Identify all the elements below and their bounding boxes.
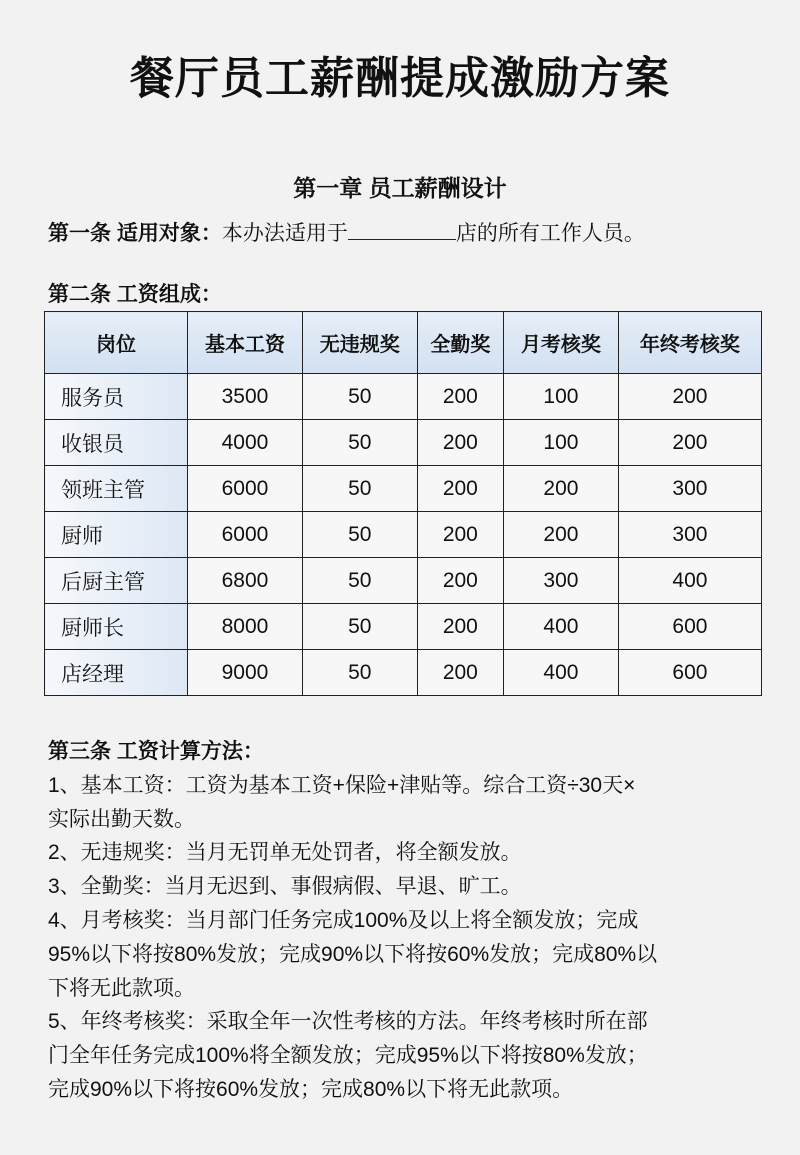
- salary-table: [44, 311, 762, 696]
- column-header: 全勤奖: [417, 312, 503, 374]
- amount-cell: 600: [618, 650, 761, 696]
- amount-cell: 300: [504, 558, 619, 604]
- amount-cell: 200: [417, 420, 503, 466]
- amount-cell: 200: [417, 650, 503, 696]
- table-row: [45, 558, 762, 604]
- amount-cell: 6800: [188, 558, 303, 604]
- article-3-line: 4、月考核奖：当月部门任务完成100%及以上将全额发放；完成: [48, 908, 639, 932]
- amount-cell: 600: [618, 604, 761, 650]
- article-3: [48, 735, 657, 1107]
- article-3-line: 门全年任务完成100%将全额发放；完成95%以下将按80%发放；: [48, 1044, 648, 1068]
- article-1: [48, 217, 645, 247]
- amount-cell: 6000: [188, 466, 303, 512]
- article-3-line: 实际出勤天数。: [48, 807, 195, 831]
- table-row: [45, 374, 762, 420]
- amount-cell: 400: [504, 604, 619, 650]
- amount-cell: 400: [504, 650, 619, 696]
- amount-cell: 50: [302, 374, 417, 420]
- amount-cell: 200: [417, 604, 503, 650]
- article-2: [48, 278, 222, 308]
- amount-cell: 200: [417, 466, 503, 512]
- column-header: 岗位: [45, 312, 188, 374]
- amount-cell: 200: [618, 374, 761, 420]
- table-row: [45, 604, 762, 650]
- article-3-line: 3、全勤奖：当月无迟到、事假病假、早退、旷工。: [48, 875, 522, 899]
- column-header: 无违规奖: [302, 312, 417, 374]
- article-3-line: 完成90%以下将按60%发放；完成80%以下将无此款项。: [48, 1077, 574, 1101]
- table-row: [45, 512, 762, 558]
- amount-cell: 50: [302, 466, 417, 512]
- column-header: 月考核奖: [504, 312, 619, 374]
- article-1-text-end: 店的所有工作人员。: [455, 222, 645, 245]
- store-name-blank: [348, 219, 456, 240]
- article-3-label: 第三条 工资计算方法：: [48, 740, 264, 763]
- amount-cell: 300: [618, 466, 761, 512]
- column-header: 年终考核奖: [618, 312, 761, 374]
- article-2-label: 第二条 工资组成：: [48, 283, 222, 306]
- article-3-line: 下将无此款项。: [48, 976, 195, 1000]
- article-3-line: 95%以下将按80%发放；完成90%以下将按60%发放；完成80%以: [48, 942, 658, 966]
- amount-cell: 50: [302, 512, 417, 558]
- column-header: 基本工资: [188, 312, 303, 374]
- article-1-text: 本办法适用于: [221, 222, 348, 245]
- position-cell: 服务员: [45, 374, 188, 420]
- amount-cell: 3500: [188, 374, 303, 420]
- amount-cell: 100: [504, 420, 619, 466]
- article-1-label: 第一条 适用对象：: [48, 222, 222, 245]
- position-cell: 领班主管: [45, 466, 188, 512]
- article-3-line: 2、无违规奖：当月无罚单无处罚者，将全额发放。: [48, 841, 522, 865]
- table-row: [45, 650, 762, 696]
- amount-cell: 300: [618, 512, 761, 558]
- amount-cell: 100: [504, 374, 619, 420]
- article-3-line: 5、年终考核奖：采取全年一次性考核的方法。年终考核时所在部: [48, 1010, 648, 1034]
- amount-cell: 8000: [188, 604, 303, 650]
- amount-cell: 200: [504, 512, 619, 558]
- amount-cell: 50: [302, 420, 417, 466]
- amount-cell: 200: [618, 420, 761, 466]
- amount-cell: 200: [417, 374, 503, 420]
- position-cell: 后厨主管: [45, 558, 188, 604]
- article-3-line: 1、基本工资：工资为基本工资+保险+津贴等。综合工资÷30天×: [48, 773, 636, 797]
- amount-cell: 6000: [188, 512, 303, 558]
- amount-cell: 4000: [188, 420, 303, 466]
- amount-cell: 200: [504, 466, 619, 512]
- position-cell: 店经理: [45, 650, 188, 696]
- table-row: [45, 420, 762, 466]
- amount-cell: 50: [302, 558, 417, 604]
- table-row: [45, 466, 762, 512]
- position-cell: 厨师长: [45, 604, 188, 650]
- amount-cell: 9000: [188, 650, 303, 696]
- amount-cell: 200: [417, 512, 503, 558]
- amount-cell: 50: [302, 604, 417, 650]
- position-cell: 收银员: [45, 420, 188, 466]
- amount-cell: 50: [302, 650, 417, 696]
- amount-cell: 400: [618, 558, 761, 604]
- position-cell: 厨师: [45, 512, 188, 558]
- amount-cell: 200: [417, 558, 503, 604]
- document-title: 餐厅员工薪酬提成激励方案: [130, 54, 670, 103]
- chapter-heading: 第一章 员工薪酬设计: [293, 175, 507, 201]
